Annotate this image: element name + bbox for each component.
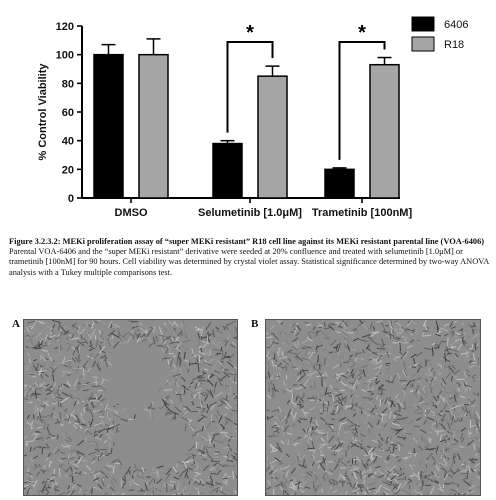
legend-swatch-6406	[412, 17, 434, 31]
bar-6406	[213, 144, 242, 198]
chart-bars	[94, 22, 399, 198]
y-tick-label: 20	[61, 164, 74, 177]
y-tick-label: 0	[67, 193, 74, 205]
significance-marker: *	[246, 22, 254, 44]
x-tick-label: DMSO	[114, 207, 148, 219]
cell-texture	[24, 320, 237, 495]
figure-caption	[9, 237, 491, 278]
legend-swatch-R18	[412, 37, 434, 51]
caption-body: Parental VOA-6406 and the “super MEKi resistant” derivative were seeded at 20% confluence and treated with selumetinib [1.0μM] or trametinib [100nM] for 90 hours. Cell viability was determined by crystal violet assay. Statistical significance determined by two-way ANOVA analysis with a Tukey multiple comparisons test.	[9, 247, 489, 277]
bar-6406	[325, 169, 354, 198]
chart-legend	[412, 17, 468, 51]
legend-label: 6406	[444, 19, 469, 31]
micrograph-a	[23, 319, 238, 496]
y-tick-label: 40	[61, 135, 74, 148]
bar-R18	[139, 55, 168, 198]
micrograph-b	[265, 319, 481, 496]
bar-R18	[370, 65, 399, 198]
legend-label: R18	[444, 39, 465, 51]
y-tick-label: 60	[61, 107, 74, 119]
x-tick-label: Trametinib [100nM]	[311, 207, 413, 219]
x-tick-label: Selumetinib [1.0μM]	[198, 207, 302, 219]
panel-b-label: B	[251, 318, 259, 330]
cell-texture	[266, 320, 480, 495]
significance-marker: *	[358, 22, 366, 44]
y-tick-label: 80	[61, 78, 74, 91]
bar-chart	[0, 0, 496, 230]
y-tick-label: 120	[55, 21, 74, 33]
bar-R18	[258, 76, 287, 198]
panel-a-label: A	[12, 318, 20, 330]
y-axis-label: % Control Viability	[37, 63, 49, 161]
caption-title: Figure 3.2.3.2: MEKi proliferation assay of “super MEKi resistant” R18 cell line against its MEKi resistant parental line (VOA-6406)	[9, 237, 485, 246]
bar-6406	[94, 55, 123, 198]
y-tick-label: 100	[55, 49, 74, 62]
